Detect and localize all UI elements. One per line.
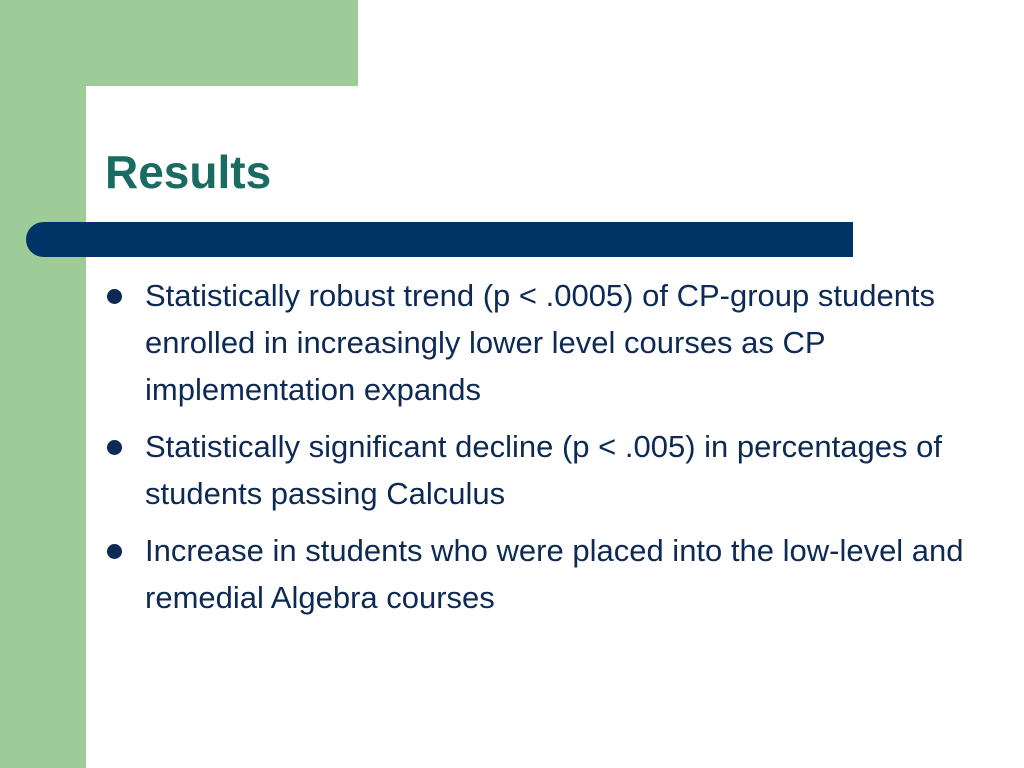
rounded-corner <box>86 86 130 130</box>
bullet-text: Statistically significant decline (p < .005) in percentages of students passing Calculus <box>145 429 942 511</box>
bullet-dot-icon <box>107 440 122 455</box>
bullet-dot-icon <box>107 544 122 559</box>
bullet-list <box>104 272 994 631</box>
bullet-text: Statistically robust trend (p < .0005) of CP-group students enrolled in increasingly lower level courses as CP implementation expands <box>145 278 936 407</box>
bullet-dot-icon <box>107 289 122 304</box>
slide-title: Results <box>105 146 272 198</box>
title-divider-bar <box>26 222 853 257</box>
bullet-item <box>104 423 994 517</box>
green-left-band <box>0 0 86 768</box>
bullet-text: Increase in students who were placed into the low-level and remedial Algebra courses <box>145 533 964 615</box>
bullet-item <box>104 527 994 621</box>
green-top-band <box>0 0 358 86</box>
bullet-item <box>104 272 994 413</box>
